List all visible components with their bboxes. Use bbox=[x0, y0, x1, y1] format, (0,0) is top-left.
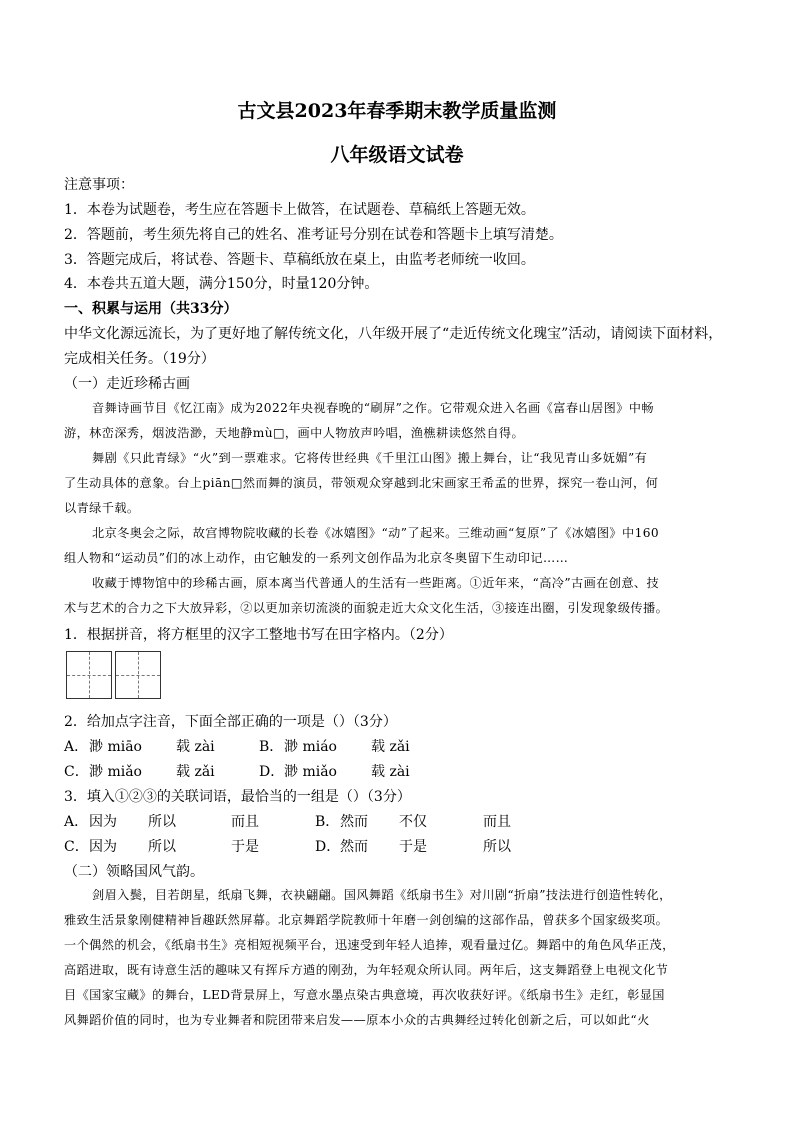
passage-line: 了生动具体的意象。台上piān□然而舞的演员，带领观众穿越到北宋画家王希孟的世界，探究一卷山河，何 bbox=[64, 476, 659, 490]
passage-line: 剑眉入鬓，目若朗星，纸扇飞舞，衣袂翩翩。国风舞蹈《纸扇书生》对川剧“折扇”技法进行创造性转化， bbox=[92, 888, 672, 902]
option-letter[interactable]: A． bbox=[64, 814, 89, 830]
passage-line: 一个偶然的机会，《纸扇书生》亮相短视频平台，迅速受到年轻人追捧，观看量过亿。舞蹈中的角色风华正茂， bbox=[64, 938, 675, 952]
notice-item: 4．本卷共五道大题，满分150分，时量120分钟。 bbox=[64, 276, 379, 292]
option-text: 于是 bbox=[399, 839, 427, 855]
notice-item: 1．本卷为试题卷，考生应在答题卡上做答，在试题卷、草稿纸上答题无效。 bbox=[64, 202, 535, 218]
passage-line: 风舞蹈价值的同时，也为专业舞者和院团带来启发——原本小众的古典舞经过转化创新之后，可以如此“火 bbox=[64, 1013, 650, 1027]
writing-grid-box[interactable] bbox=[115, 651, 161, 699]
part-heading: （二）领略国风气韵。 bbox=[64, 864, 204, 880]
option-text: 渺 miāo bbox=[89, 739, 142, 755]
option-text: 因为 bbox=[89, 839, 117, 855]
option-text: 载 zǎi bbox=[371, 739, 410, 755]
passage-line: 组人物和“运动员”们的冰上动作，由它触发的一系列文创作品为北京冬奥留下生动印记…… bbox=[64, 551, 569, 565]
passage-line: 音舞诗画节目《忆江南》成为2022年央视春晚的“刷屏”之作。它带观众进入名画《富春山居图》中畅 bbox=[92, 401, 654, 415]
option-text: 载 zài bbox=[371, 764, 410, 780]
option-letter[interactable]: D． bbox=[315, 839, 341, 855]
option-letter[interactable]: C． bbox=[64, 839, 89, 855]
passage-line: 术与艺术的合力之下大放异彩，②以更加亲切流淡的面貌走近大众文化生活，③接连出圈，引发现象级传播。 bbox=[64, 601, 669, 615]
option-letter[interactable]: A． bbox=[64, 739, 89, 755]
option-text: 所以 bbox=[148, 814, 176, 830]
question-2: 2．给加点字注音，下面全部正确的一项是（）（3分） bbox=[64, 714, 397, 730]
option-text: 所以 bbox=[148, 839, 176, 855]
notice-heading: 注意事项： bbox=[64, 177, 134, 193]
part-heading: （一）走近珍稀古画 bbox=[64, 376, 190, 392]
passage-line: 舞剧《只此青绿》“火”到一票难求。它将传世经典《千里江山图》搬上舞台，让“我见青山多妩媚”有 bbox=[92, 451, 648, 465]
writing-grid-box[interactable] bbox=[66, 651, 112, 699]
notice-item: 2．答题前，考生须先将自己的姓名、准考证号分别在试卷和答题卡上填写清楚。 bbox=[64, 227, 563, 243]
exam-subtitle: 八年级语文试卷 bbox=[330, 144, 464, 166]
option-text: 渺 miáo bbox=[284, 739, 337, 755]
option-text: 然而 bbox=[340, 814, 368, 830]
option-text: 渺 miǎo bbox=[89, 764, 142, 780]
section-intro: 完成相关任务。（19分） bbox=[64, 351, 215, 367]
option-text: 渺 miǎo bbox=[284, 764, 337, 780]
option-letter[interactable]: C． bbox=[64, 764, 89, 780]
exam-title: 古文县2023年春季期末教学质量监测 bbox=[237, 100, 557, 122]
passage-line: 游，林峦深秀，烟波浩渺，天地静mù□，画中人物放声吟唱，渔樵耕读悠然自得。 bbox=[64, 426, 525, 440]
option-letter[interactable]: B． bbox=[259, 739, 284, 755]
option-text: 因为 bbox=[89, 814, 117, 830]
section-intro: 中华文化源远流长，为了更好地了解传统文化，八年级开展了“走近传统文化瑰宝”活动，请阅读下面材料， bbox=[64, 326, 723, 342]
notice-item: 3．答题完成后，将试卷、答题卡、草稿纸放在桌上，由监考老师统一收回。 bbox=[64, 252, 535, 268]
passage-line: 北京冬奥会之际，故宫博物院收藏的长卷《冰嬉图》“动”了起来。三维动画“复原”了《冰嬉图》中160 bbox=[92, 526, 660, 540]
option-text: 载 zài bbox=[176, 739, 215, 755]
passage-line: 收藏于博物馆中的珍稀古画，原本离当代普通人的生活有一些距离。①近年来，“高冷”古画在创意、技 bbox=[92, 576, 660, 590]
option-text: 然而 bbox=[340, 839, 368, 855]
passage-line: 以青绿千载。 bbox=[64, 501, 140, 515]
option-letter[interactable]: B． bbox=[315, 814, 340, 830]
option-text: 载 zǎi bbox=[176, 764, 215, 780]
question-3: 3．填入①②③的关联词语，最恰当的一组是（）（3分） bbox=[64, 789, 411, 805]
option-text: 而且 bbox=[231, 814, 259, 830]
section-heading: 一、积累与运用（共33分） bbox=[64, 301, 238, 317]
option-text: 不仅 bbox=[399, 814, 427, 830]
question-1: 1．根据拼音，将方框里的汉字工整地书写在田字格内。（2分） bbox=[64, 627, 453, 643]
option-text: 于是 bbox=[231, 839, 259, 855]
passage-line: 高蹈进取，既有诗意生活的趣味又有挥斥方遒的刚劲，为年轻观众所认同。两年后，这支舞蹈登上电视文化节 bbox=[64, 963, 669, 977]
option-text: 而且 bbox=[483, 814, 511, 830]
option-letter[interactable]: D． bbox=[259, 764, 285, 780]
passage-line: 目《国家宝藏》的舞台，LED背景屏上，写意水墨点染古典意境，再次收获好评。《纸扇书生》走红，彰显国 bbox=[64, 988, 665, 1002]
passage-line: 雅致生活景象刚健精神旨趣跃然屏幕。北京舞蹈学院教师十年磨一剑创编的这部作品，曾获多个国家级奖项。 bbox=[64, 913, 669, 927]
option-text: 所以 bbox=[483, 839, 511, 855]
